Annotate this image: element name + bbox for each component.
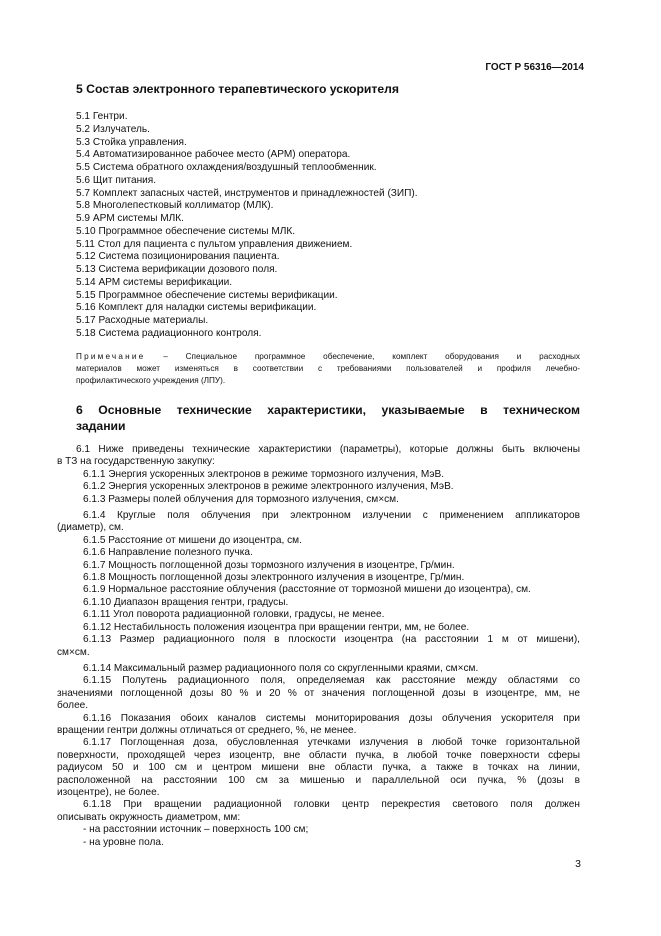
text-line: (диаметр), см. xyxy=(57,522,124,534)
text-line: 6.1 Ниже приведены технические характеристики (параметры), которые должны быть включены xyxy=(76,444,580,455)
text-line: поверхности, проходящей через изоцентр, вне области пучка, в любой точке поверхности сферы xyxy=(57,749,580,761)
paragraph-6-1-15 xyxy=(57,675,580,712)
list-item: 5.17 Расходные материалы. xyxy=(76,315,209,326)
section-5-heading: 5 Состав электронного терапевтического ускорителя xyxy=(76,82,399,96)
paragraph-6-1-6: 6.1.6 Направление полезного пучка. xyxy=(83,547,253,559)
paragraph-6-1-2: 6.1.2 Энергия ускоренных электронов в режиме электронного излучения, МэВ. xyxy=(83,481,454,493)
paragraph-6-1-7: 6.1.7 Мощность поглощенной дозы тормозного излучения в изоцентре, Гр/мин. xyxy=(83,559,455,571)
list-item: 5.12 Система позиционирования пациента. xyxy=(76,251,280,263)
list-item: 5.8 Многолепестковый коллиматор (МЛК). xyxy=(76,200,274,212)
paragraph-6-1-8: 6.1.8 Мощность поглощенной дозы электронного излучения в изоцентре, Гр/мин. xyxy=(83,572,465,584)
text-line: в ТЗ на государственную закупку: xyxy=(57,456,215,468)
text-line: см×см. xyxy=(57,646,90,658)
paragraph-6-1-3: 6.1.3 Размеры полей облучения для тормозного излучения, см×см. xyxy=(83,493,399,505)
dash-item: - на уровне пола. xyxy=(83,836,164,848)
paragraph-6-1-1: 6.1.1 Энергия ускоренных электронов в режиме тормозного излучения, МэВ. xyxy=(83,468,445,480)
list-item: 5.15 Программное обеспечение системы верификации. xyxy=(76,289,338,301)
paragraph-6-1-13 xyxy=(57,634,580,659)
paragraph-6-1 xyxy=(57,444,580,469)
paragraph-6-1-17 xyxy=(57,737,580,799)
text-line: радиусом 50 и 100 см и центром мишени вне области пучка, а также в точках на линии, xyxy=(57,762,580,774)
paragraph-6-1-14: 6.1.14 Максимальный размер радиационного поля со скругленными краями, см×см. xyxy=(83,662,479,674)
section-5-list xyxy=(76,111,418,341)
note-block xyxy=(76,351,580,387)
section-6-body xyxy=(57,444,580,849)
text-line: описывать окружность диаметром, мм: xyxy=(57,811,241,823)
text-line: более. xyxy=(57,700,89,712)
text-line: 6.1.4 Круглые поля облучения при электронном излучении с применением аппликаторов xyxy=(83,510,580,522)
list-item: 5.18 Система радиационного контроля. xyxy=(76,327,262,339)
note-line: профилактического учреждения (ЛПУ). xyxy=(76,376,226,385)
section-6-heading xyxy=(76,402,580,434)
list-item: 5.2 Излучатель. xyxy=(76,123,150,135)
list-item: 5.11 Стол для пациента с пультом управления движением. xyxy=(76,238,353,250)
paragraph-6-1-4 xyxy=(57,510,580,535)
list-item: 5.13 Система верификации дозового поля. xyxy=(76,264,278,275)
text-line: 6.1.13 Размер радиационного поля в плоскости изоцентра (на расстоянии 1 м от мишени), xyxy=(83,634,580,646)
paragraph-6-1-10: 6.1.10 Диапазон вращения гентри, градусы. xyxy=(83,596,289,608)
text-line: изоцентре), не более. xyxy=(57,786,160,798)
list-item: 5.16 Комплект для наладки системы верификации. xyxy=(76,302,317,314)
page-number: 3 xyxy=(575,858,581,870)
list-item: 5.14 АРМ системы верификации. xyxy=(76,276,233,288)
list-item: 5.6 Щит питания. xyxy=(76,174,157,186)
heading-line: 6 Основные технические характеристики, указываемые в техническом xyxy=(76,403,580,417)
text-line: 6.1.18 При вращении радиационной головки центр перекрестия светового поля должен xyxy=(83,799,580,811)
list-item: 5.10 Программное обеспечение системы МЛК. xyxy=(76,225,296,237)
paragraph-6-1-16 xyxy=(57,713,580,738)
list-item: 5.4 Автоматизированное рабочее место (АРМ) оператора. xyxy=(76,149,351,161)
paragraph-6-1-5: 6.1.5 Расстояние от мишени до изоцентра, см. xyxy=(83,534,302,546)
note-text: – Специальное программное обеспечение, комплект оборудования и расходных xyxy=(145,352,580,361)
paragraph-6-1-11: 6.1.11 Угол поворота радиационной головки, градусы, не менее. xyxy=(83,609,385,621)
standard-header: ГОСТ Р 56316—2014 xyxy=(485,62,584,73)
dash-item: - на расстоянии источник – поверхность 100 см; xyxy=(83,824,309,836)
text-line: 6.1.15 Полутень радиационного поля, определяемая как расстояние между областями со xyxy=(83,675,580,687)
list-item: 5.3 Стойка управления. xyxy=(76,136,187,148)
note-label: Примечание xyxy=(76,352,146,361)
list-item: 5.1 Гентри. xyxy=(76,111,128,122)
list-item: 5.9 АРМ системы МЛК. xyxy=(76,213,184,224)
list-item: 5.7 Комплект запасных частей, инструментов и принадлежностей (ЗИП). xyxy=(76,187,418,199)
paragraph-6-1-18 xyxy=(57,799,580,824)
text-line: вращении гентри должны отличаться от среднего, %, не менее. xyxy=(57,724,357,736)
paragraph-6-1-9: 6.1.9 Нормальное расстояние облучения (расстояние от тормозной мишени до изоцентра), см. xyxy=(83,584,531,596)
note-line: материалов может изменяться в соответствии с требованиями пользователей и профиля лечебно- xyxy=(76,364,580,373)
paragraph-6-1-12: 6.1.12 Нестабильность положения изоцентра при вращении гентри, мм, не более. xyxy=(83,621,470,633)
note-line xyxy=(76,351,580,363)
text-line: расположенной на расстоянии 100 см за мишенью и параллельной оси пучка, % (дозы в xyxy=(57,774,580,786)
text-line: 6.1.16 Показания обоих каналов системы мониторирования дозы облучения ускорителя при xyxy=(83,712,580,724)
text-line: 6.1.17 Поглощенная доза, обусловленная утечками излучения в любой точке горизонтальной xyxy=(83,737,580,749)
heading-line: задании xyxy=(76,419,126,433)
list-item: 5.5 Система обратного охлаждения/воздушный теплообменник. xyxy=(76,162,377,173)
text-line: значениями поглощенной дозы 80 % и 20 % от значения поглощенной дозы в изоцентре, мм, не xyxy=(57,687,580,699)
